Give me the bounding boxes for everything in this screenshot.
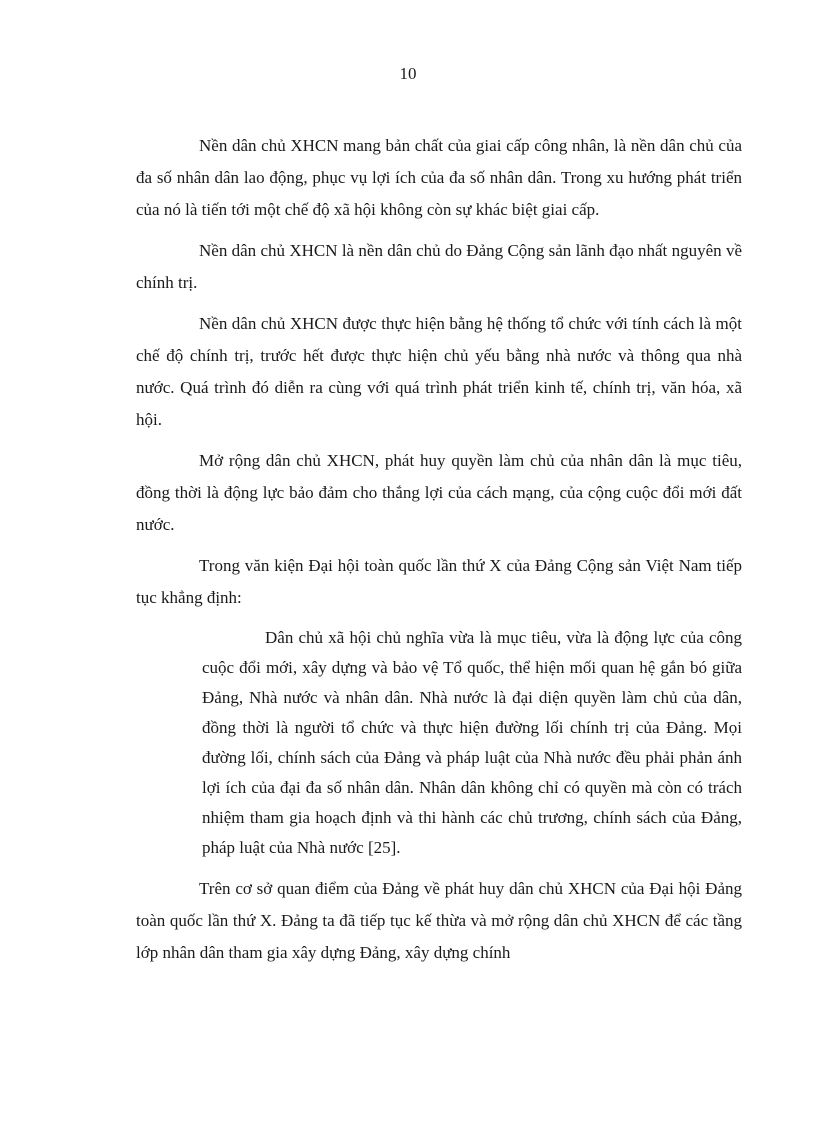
- paragraph-1: Nền dân chủ XHCN mang bản chất của giai cấp công nhân, là nền dân chủ của đa số nhân dân lao động, phục vụ lợi ích của đa số nhân dân. Trong xu hướng phát triển của nó là tiến tới một chế độ xã hội không còn sự khác biệt giai cấp.: [136, 136, 742, 219]
- block-quote: Dân chủ xã hội chủ nghĩa vừa là mục tiêu, vừa là động lực của công cuộc đổi mới, xây dựng và bảo vệ Tổ quốc, thể hiện mối quan hệ gắn bó giữa Đảng, Nhà nước và nhân dân. Nhà nước là đại diện quyền làm chủ của dân, đồng thời là người tổ chức và thực hiện đường lối chính trị của Đảng. Mọi đường lối, chính sách của Đảng và pháp luật của Nhà nước đều phải phản ánh lợi ích của đại đa số nhân dân. Nhân dân không chỉ có quyền mà còn có trách nhiệm tham gia hoạch định và thi hành các chủ trương, chính sách của Đảng, pháp luật của Nhà nước [25].: [202, 628, 742, 857]
- paragraph-5: Trong văn kiện Đại hội toàn quốc lần thứ X của Đảng Cộng sản Việt Nam tiếp tục khẳng định:: [136, 556, 742, 607]
- paragraph-2: Nền dân chủ XHCN là nền dân chủ do Đảng Cộng sản lãnh đạo nhất nguyên về chính trị.: [136, 241, 742, 292]
- paragraph-3: Nền dân chủ XHCN được thực hiện bằng hệ thống tổ chức với tính cách là một chế độ chính trị, trước hết được thực hiện chủ yếu bằng nhà nước và thông qua nhà nước. Quá trình đó diễn ra cùng với quá trình phát triển kinh tế, chính trị, văn hóa, xã hội.: [136, 314, 742, 429]
- paragraph-closing: Trên cơ sở quan điểm của Đảng về phát huy dân chủ XHCN của Đại hội Đảng toàn quốc lần thứ X. Đảng ta đã tiếp tục kế thừa và mở rộng dân chủ XHCN để các tầng lớp nhân dân tham gia xây dựng Đảng, xây dựng chính: [136, 879, 742, 962]
- page-number: 10: [399, 64, 417, 83]
- page-body: [136, 130, 742, 978]
- paragraph-4: Mở rộng dân chủ XHCN, phát huy quyền làm chủ của nhân dân là mục tiêu, đồng thời là động lực bảo đảm cho thắng lợi của cách mạng, của cộng cuộc đổi mới đất nước.: [136, 451, 742, 534]
